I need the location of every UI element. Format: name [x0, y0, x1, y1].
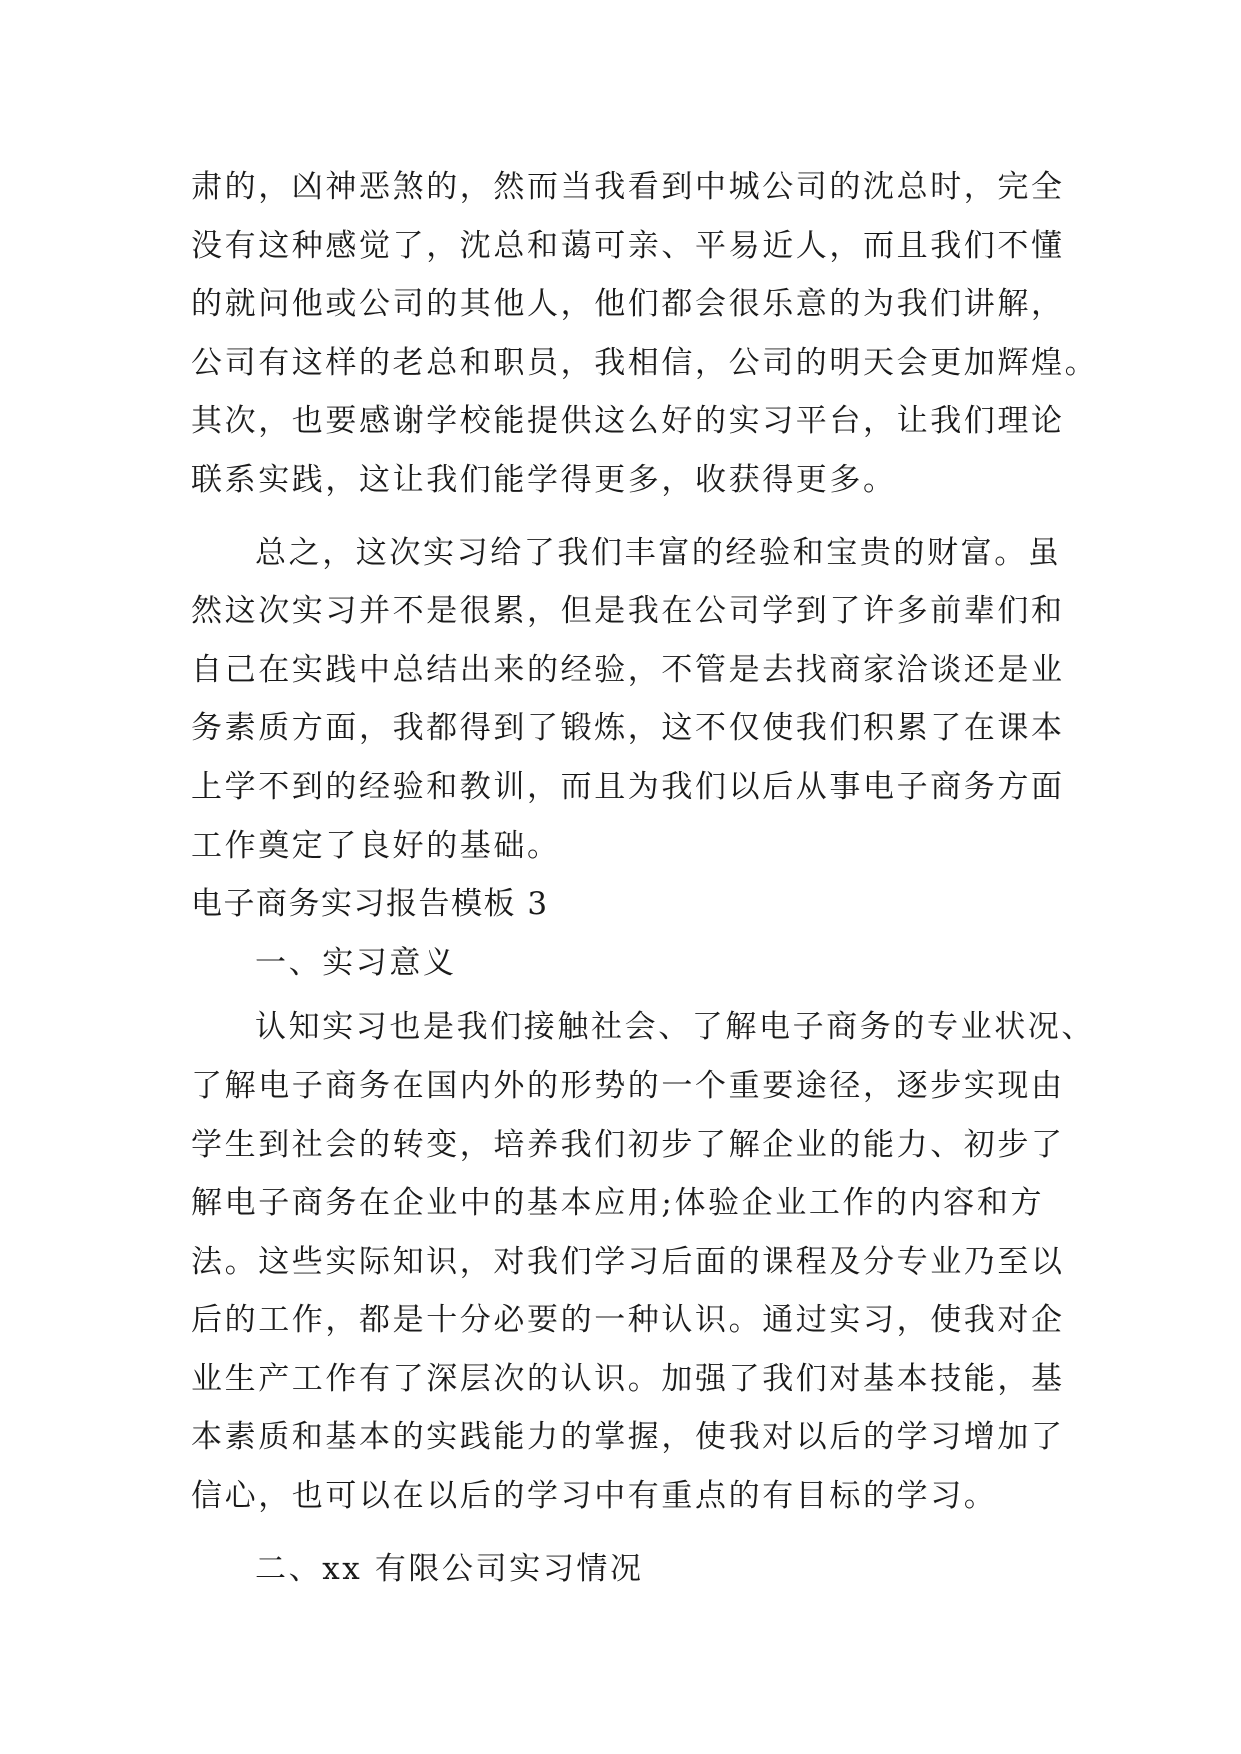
paragraph-continuation [191, 158, 1099, 510]
text-line: 务素质方面，我都得到了锻炼，这不仅使我们积累了在课本 [191, 710, 1065, 747]
text-line: 法。这些实际知识，对我们学习后面的课程及分专业乃至以 [191, 1243, 1065, 1280]
text-line: 工作奠定了良好的基础。 [191, 827, 561, 864]
heading-significance: 一、实习意义 [255, 944, 457, 981]
text-line: 业生产工作有了深层次的认识。加强了我们对基本技能，基 [191, 1360, 1065, 1397]
text-line: 认知实习也是我们接触社会、了解电子商务的专业状况、 [255, 1009, 1095, 1046]
text-line: 自己在实践中总结出来的经验，不管是去找商家洽谈还是业 [191, 651, 1065, 688]
text-line: 了解电子商务在国内外的形势的一个重要途径，逐步实现由 [191, 1067, 1065, 1104]
text-line: 总之，这次实习给了我们丰富的经验和宝贵的财富。虽 [255, 534, 1062, 571]
text-line: 本素质和基本的实践能力的掌握，使我对以后的学习增加了 [191, 1419, 1065, 1456]
paragraph-significance [191, 998, 1095, 1525]
text-line: 后的工作，都是十分必要的一种认识。通过实习，使我对企 [191, 1302, 1065, 1339]
text-line: 上学不到的经验和教训，而且为我们以后从事电子商务方面 [191, 768, 1065, 805]
text-line: 解电子商务在企业中的基本应用;体验企业工作的内容和方 [191, 1185, 1045, 1222]
text-line: 公司有这样的老总和职员，我相信，公司的明天会更加辉煌。 [191, 344, 1099, 381]
text-line: 肃的，凶神恶煞的，然而当我看到中城公司的沈总时，完全 [191, 169, 1065, 205]
text-line: 联系实践，这让我们能学得更多，收获得更多。 [191, 461, 897, 498]
text-line: 的就问他或公司的其他人，他们都会很乐意的为我们讲解， [191, 286, 1065, 323]
text-line: 其次，也要感谢学校能提供这么好的实习平台，让我们理论 [191, 403, 1065, 440]
section-title: 电子商务实习报告模板 3 [191, 886, 549, 923]
text-line: 学生到社会的转变，培养我们初步了解企业的能力、初步了 [191, 1126, 1065, 1163]
paragraph-conclusion [191, 524, 1071, 876]
text-line: 然这次实习并不是很累，但是我在公司学到了许多前辈们和 [191, 593, 1065, 630]
heading-company-internship: 二、xx 有限公司实习情况 [255, 1550, 644, 1587]
document-body [191, 158, 1099, 1598]
text-line: 没有这种感觉了，沈总和蔼可亲、平易近人，而且我们不懂 [191, 227, 1065, 264]
text-line: 信心，也可以在以后的学习中有重点的有目标的学习。 [191, 1478, 998, 1515]
